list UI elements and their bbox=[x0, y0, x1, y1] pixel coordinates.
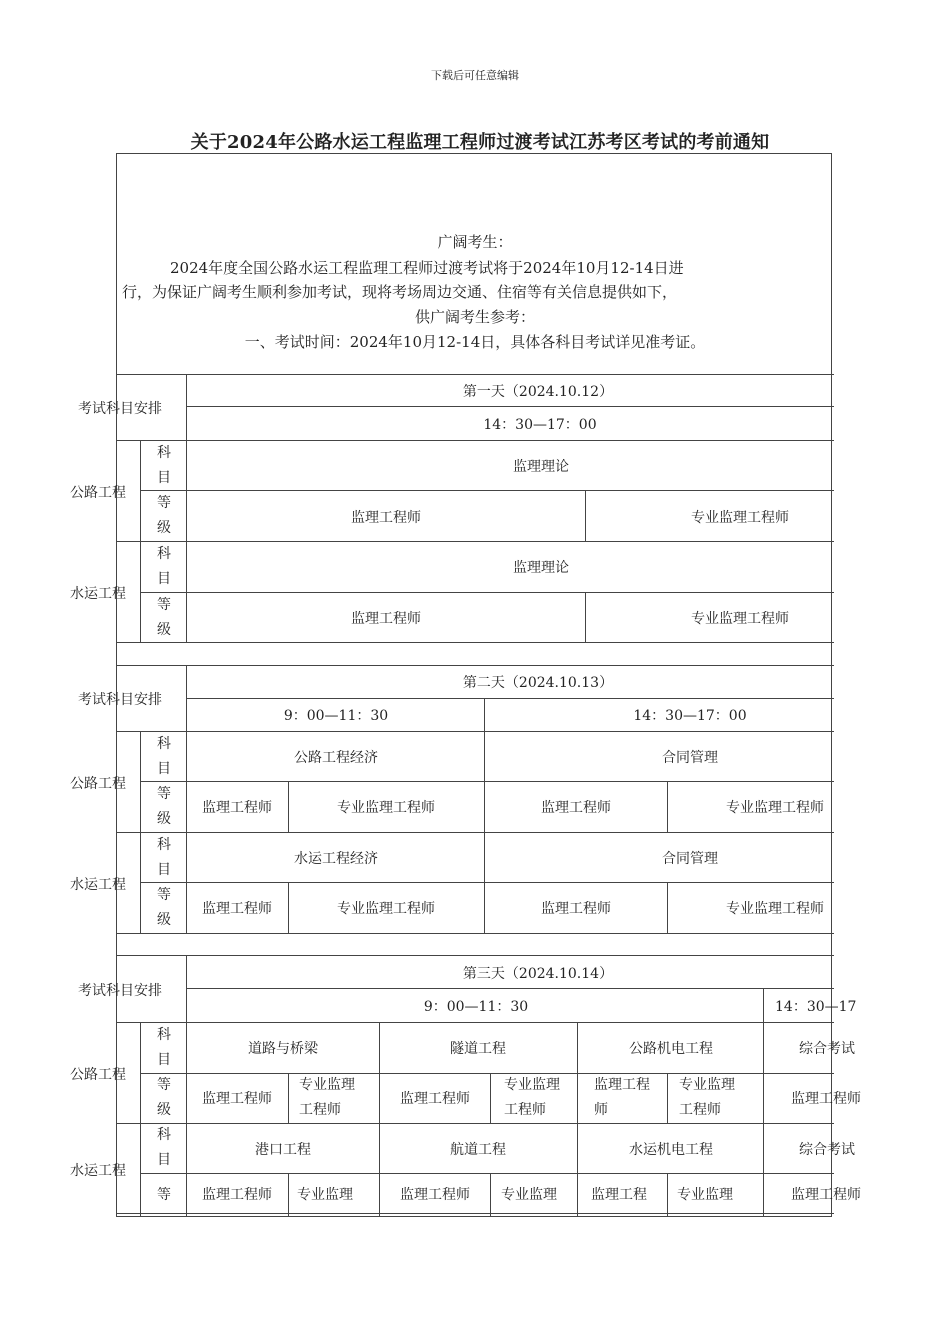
level-label: 等 级 bbox=[157, 1077, 171, 1118]
subject-label: 科 目 bbox=[157, 1127, 171, 1168]
water-label-day1: 水运工程 bbox=[70, 586, 126, 602]
day3-time-am: 9：00—11：30 bbox=[423, 999, 529, 1015]
subject-label: 科 目 bbox=[157, 736, 171, 777]
greeting: 广阔考生： bbox=[437, 233, 513, 251]
day2-highway-subject-pm: 合同管理 bbox=[662, 750, 718, 766]
header-note: 下载后可任意编辑 bbox=[431, 69, 519, 82]
day3-highway-level-3a: 监理工程 师 bbox=[594, 1077, 650, 1118]
water-label-day2: 水运工程 bbox=[70, 877, 126, 893]
day3-water-subject-3: 水运机电工程 bbox=[629, 1142, 713, 1158]
highway-label-day2: 公路工程 bbox=[70, 776, 126, 792]
subject-label: 科 目 bbox=[157, 546, 171, 587]
day1-water-level-a: 监理工程师 bbox=[351, 611, 421, 627]
highway-label-day3: 公路工程 bbox=[70, 1067, 126, 1083]
day2-highway-level-a-pm: 监理工程师 bbox=[541, 800, 611, 816]
day1-highway-level-b: 专业监理工程师 bbox=[691, 510, 789, 526]
day1-water-subject: 监理理论 bbox=[513, 560, 569, 576]
day3-water-subject-2: 航道工程 bbox=[450, 1142, 506, 1158]
day1-highway-subject: 监理理论 bbox=[513, 459, 569, 475]
day2-water-subject-am: 水运工程经济 bbox=[294, 851, 378, 867]
day2-time-pm: 14：30—17：00 bbox=[633, 708, 747, 724]
day1-highway-level-a: 监理工程师 bbox=[351, 510, 421, 526]
day2-water-subject-pm: 合同管理 bbox=[662, 851, 718, 867]
arrange-label-day3: 考试科目安排 bbox=[78, 983, 162, 999]
day2-title: 第二天（2024.10.13） bbox=[462, 675, 614, 691]
intro-line-3: 供广阔考生参考： bbox=[414, 308, 535, 326]
day3-title: 第三天（2024.10.14） bbox=[462, 966, 614, 982]
day3-highway-level-1b: 专业监理 工程师 bbox=[299, 1077, 355, 1118]
day2-highway-level-a-am: 监理工程师 bbox=[202, 800, 272, 816]
level-label: 等 级 bbox=[157, 495, 171, 536]
section-exam-time: 一、考试时间：2024年10月12-14日，具体各科目考试详见准考证。 bbox=[244, 333, 706, 351]
day3-water-level-2b: 专业监理 bbox=[501, 1187, 557, 1203]
day2-water-level-b-am: 专业监理工程师 bbox=[337, 901, 435, 917]
day3-water-subject-4: 综合考试 bbox=[799, 1142, 855, 1158]
day2-highway-subject-am: 公路工程经济 bbox=[294, 750, 378, 766]
water-label-day3: 水运工程 bbox=[70, 1163, 126, 1179]
day3-highway-subject-3: 公路机电工程 bbox=[629, 1041, 713, 1057]
level-label: 等 级 bbox=[157, 887, 171, 928]
day1-title: 第一天（2024.10.12） bbox=[462, 384, 614, 400]
day3-highway-level-4: 监理工程师 bbox=[791, 1091, 861, 1107]
day3-water-level-3a: 监理工程 bbox=[591, 1187, 647, 1203]
day2-water-level-b-pm: 专业监理工程师 bbox=[726, 901, 824, 917]
subject-label: 科 目 bbox=[157, 445, 171, 486]
level-label: 等 级 bbox=[157, 597, 171, 638]
day3-highway-subject-4: 综合考试 bbox=[799, 1041, 855, 1057]
day2-time-am: 9：00—11：30 bbox=[283, 708, 389, 724]
subject-label: 科 目 bbox=[157, 837, 171, 878]
intro-line-2: 行，为保证广阔考生顺利参加考试，现将考场周边交通、住宿等有关信息提供如下， bbox=[122, 283, 678, 301]
level-label-partial: 等 bbox=[157, 1187, 171, 1203]
subject-label: 科 目 bbox=[157, 1027, 171, 1068]
level-label: 等 级 bbox=[157, 786, 171, 827]
day1-time: 14：30—17：00 bbox=[483, 417, 597, 433]
day3-highway-level-2a: 监理工程师 bbox=[400, 1091, 470, 1107]
day3-water-level-3b: 专业监理 bbox=[677, 1187, 733, 1203]
document-title: 关于2024年公路水运工程监理工程师过渡考试江苏考区考试的考前通知 bbox=[190, 132, 770, 153]
arrange-label-day2: 考试科目安排 bbox=[78, 692, 162, 708]
day2-highway-level-b-pm: 专业监理工程师 bbox=[726, 800, 824, 816]
day3-water-level-1b: 专业监理 bbox=[297, 1187, 353, 1203]
arrange-label-day1: 考试科目安排 bbox=[78, 401, 162, 417]
day3-water-level-1a: 监理工程师 bbox=[202, 1187, 272, 1203]
day2-water-level-a-pm: 监理工程师 bbox=[541, 901, 611, 917]
day3-water-subject-1: 港口工程 bbox=[255, 1142, 311, 1158]
day3-highway-level-3b: 专业监理 工程师 bbox=[679, 1077, 735, 1118]
day2-highway-level-b-am: 专业监理工程师 bbox=[337, 800, 435, 816]
highway-label-day1: 公路工程 bbox=[70, 485, 126, 501]
intro-line-1: 2024年度全国公路水运工程监理工程师过渡考试将于2024年10月12-14日进 bbox=[170, 259, 684, 277]
day3-highway-subject-1: 道路与桥梁 bbox=[248, 1041, 318, 1057]
day3-water-level-2a: 监理工程师 bbox=[400, 1187, 470, 1203]
day3-highway-level-2b: 专业监理 工程师 bbox=[504, 1077, 560, 1118]
day3-time-pm: 14：30—17 bbox=[775, 999, 857, 1015]
day1-water-level-b: 专业监理工程师 bbox=[691, 611, 789, 627]
day3-highway-subject-2: 隧道工程 bbox=[450, 1041, 506, 1057]
day3-highway-level-1a: 监理工程师 bbox=[202, 1091, 272, 1107]
day2-water-level-a-am: 监理工程师 bbox=[202, 901, 272, 917]
day3-water-level-4: 监理工程师 bbox=[791, 1187, 861, 1203]
